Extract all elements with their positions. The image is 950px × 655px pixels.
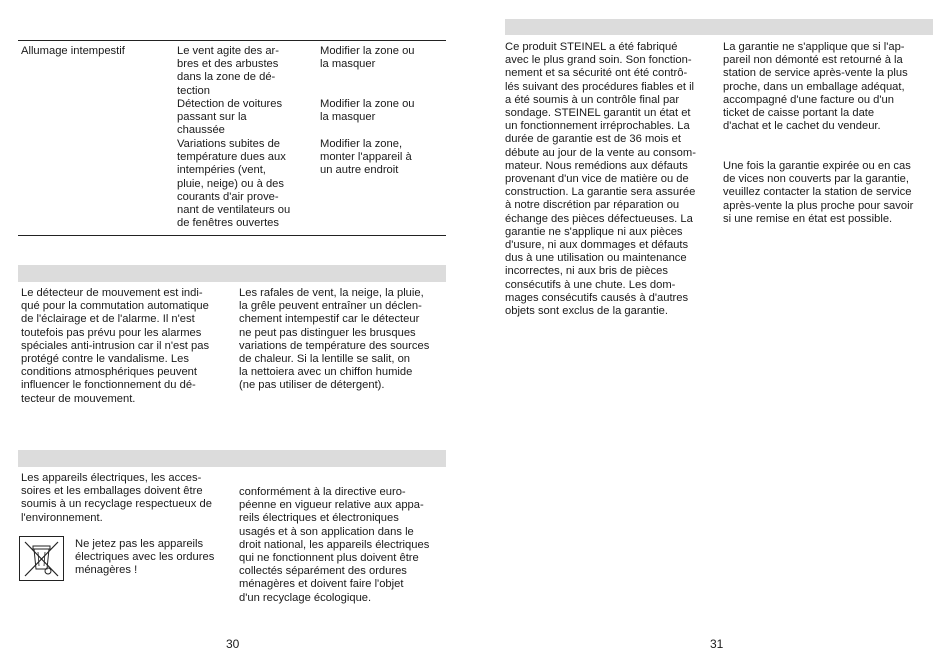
remedy-temperature: Modifier la zone, monter l'appareil à un autre endroit [320,138,412,177]
warranty-text-col2a: La garantie ne s'applique que si l'ap- pareil non démonté est retourné à la station de service après-vente la plus proche, dans un emballage adéquat, accompagné d'une facture ou d'un ticket de caisse portant la date d'achat et le cachet du vendeur. [723,41,908,133]
remedy-cars: Modifier la zone ou la masquer [320,98,415,124]
cause-temperature: Variations subites de température dues aux intempéries (vent, pluie, neige) ou à des courants d'air prove- nant de ventilateurs ou de fenêtres ouvertes [177,138,291,230]
table-bottom-rule [18,235,446,236]
remedy-wind: Modifier la zone ou la masquer [320,45,415,71]
operation-text-col1: Le détecteur de mouvement est indi- qué pour la commutation automatique de l'éclairage et de l'alarme. Il n'est toutefois pas prévu pour les alarmes spéciales anti-intrusion car il n'est pas protégé contre le vandalisme. Les conditions atmosphériques peuvent influencer le fonctionnement du dé- tecteur de mouvement. [21,287,210,405]
disposal-text-col2: conformément à la directive euro- péenne en vigueur relative aux appa- reils électriques et électroniques usagés et à son application dans le droit national, les appareils électriques qui ne fonctionnent plus doivent être collectés séparément des ordures ménagères et doivent faire l'objet d'un recyclage écologique. [239,486,430,604]
page-number-right: 31 [710,637,724,651]
problem-label: Allumage intempestif [21,45,125,57]
warranty-text-col2b: Une fois la garantie expirée ou en cas de vices non couverts par la garantie, veuillez contacter la station de service après-vente la plus proche pour savoir si une remise en état est possible. [723,160,914,225]
page-number-left: 30 [226,637,240,651]
cause-wind: Le vent agite des ar- bres et des arbustes dans la zone de dé- tection [177,45,279,97]
cause-cars: Détection de voitures passant sur la chaussée [177,98,283,137]
operation-text-col2: Les rafales de vent, la neige, la pluie, la grêle peuvent entraîner un déclen- chement intempestif car le détecteur ne peut pas distinguer les brusques variations de température des sources de chaleur. Si la lentille se salit, on la nettoiera avec un chiffon humide (ne pas utiliser de détergent). [239,287,430,392]
table-top-rule [18,40,446,41]
section-header-bar-warranty [505,19,933,35]
weee-warning-text: Ne jetez pas les appareils électriques avec les ordures ménagères ! [75,538,215,577]
section-header-bar-operation [18,265,446,282]
section-header-bar-disposal [18,450,446,467]
crossed-out-wheelie-bin-icon [19,536,64,581]
warranty-text-col1: Ce produit STEINEL a été fabriqué avec le plus grand soin. Son fonction- nement et sa sécurité ont été contrô- lés suivant des procédures fiables et il a été soumis à un contrôle final par sondage. STEINEL garantit un état et un fonctionnement irréprochables. La durée de garantie est de 36 mois et débute au jour de la vente au consom- mateur. Nous remédions aux défauts provenant d'un vice de matière ou de construction. La garantie sera assurée à notre discrétion par réparation ou échange des pièces défectueuses. La garantie ne s'applique ni aux pièces d'usure, ni aux dommages et défauts dus à une utilisation ou maintenance incorrectes, ni aux bris de pièces consécutifs à une chute. Les dom- mages consécutifs causés à d'autres objets sont exclus de la garantie. [505,41,696,318]
disposal-text-col1: Les appareils électriques, les acces- soires et les emballages doivent être soumis à un recyclage respectueux de l'environnement. [21,472,212,524]
